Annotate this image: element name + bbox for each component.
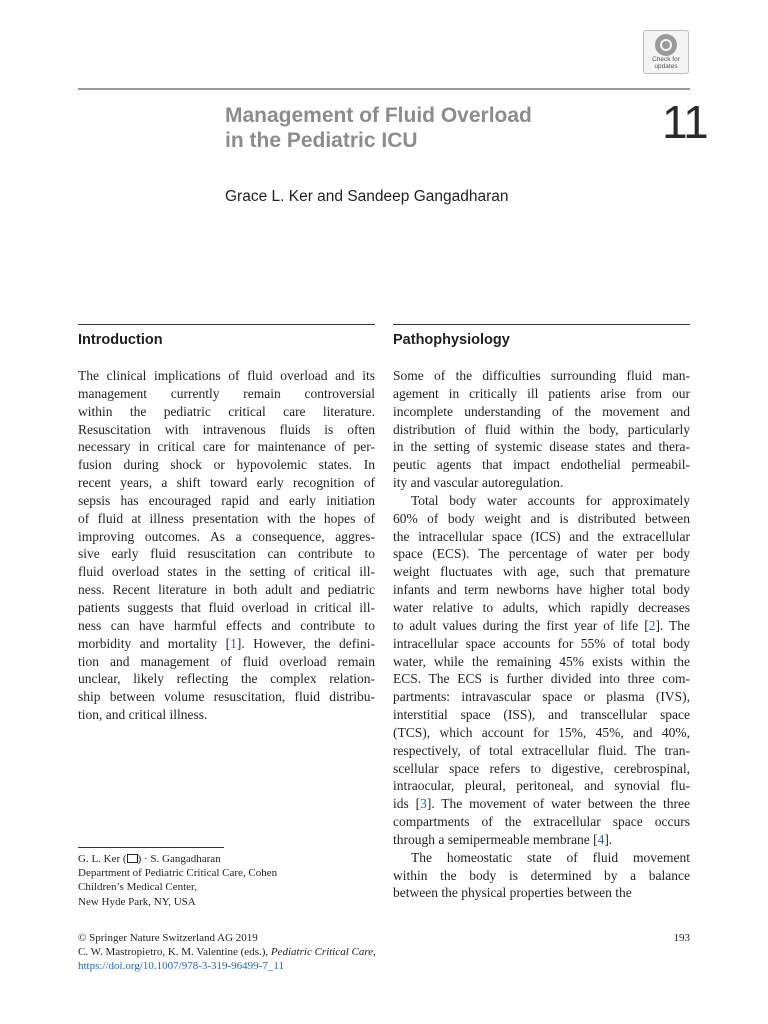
text-line: morbidity and mortality [1]. However, the defini- <box>78 635 375 651</box>
text-line: intracellular space accounts for 55% of total body <box>393 635 690 651</box>
text-line: The homeostatic state of fluid movement <box>411 849 690 865</box>
reference-link[interactable]: 4 <box>597 831 605 847</box>
badge-label-2: updates <box>654 63 678 70</box>
page-number: 193 <box>673 932 690 944</box>
text-line: fusion during shock or hypovolemic states. In <box>78 457 375 473</box>
reference-link[interactable]: 3 <box>420 796 427 812</box>
text-line: sive early fluid resuscitation can contribute to <box>78 546 375 562</box>
text-line: intraocular, pleural, peritoneal, and synovial flu- <box>393 778 690 794</box>
text-line: Total body water accounts for approximately <box>411 492 690 508</box>
text-line: unclear, likely reflecting the complex relation- <box>78 671 375 687</box>
text-line: weight fluctuates with age, such that premature <box>393 564 690 580</box>
text-line: interstitial space (ISS), and transcellular space <box>393 707 690 723</box>
text-line: ness can have harmful effects and contribute to <box>78 617 375 633</box>
text-line: sepsis has encouraged rapid and early initiation <box>78 492 375 508</box>
check-updates-icon <box>655 34 677 56</box>
text-line: distribution of fluid within the body, particularly <box>393 421 690 437</box>
text-line: agement in critically ill patients arise from our <box>393 385 690 401</box>
text-line: ship between volume resuscitation, fluid distribu- <box>78 689 375 705</box>
envelope-icon[interactable] <box>127 854 138 863</box>
footnote-rule <box>78 847 224 848</box>
footnote-author-2: ) · S. Gangadharan <box>137 853 221 865</box>
text-line: within the body is determined by a balance <box>393 867 690 883</box>
badge-label-1: Check for <box>652 56 680 63</box>
section-heading-introduction: Introduction <box>78 332 163 348</box>
text-line: ity and vascular autoregulation. <box>393 475 564 491</box>
footnote-author-1: G. L. Ker ( <box>78 853 127 865</box>
text-line: improving outcomes. As a consequence, aggres- <box>78 528 375 544</box>
footnote-authors <box>78 852 378 866</box>
chapter-title-line-2: in the Pediatric ICU <box>225 129 418 152</box>
chapter-authors: Grace L. Ker and Sandeep Gangadharan <box>225 188 509 205</box>
text-line: recent years, a shift toward early recognition of <box>78 475 375 491</box>
text-line: ECS. The ECS is further divided into three com- <box>393 671 690 687</box>
reference-link[interactable]: 2 <box>648 617 656 633</box>
text-line: space (ECS). The percentage of water per body <box>393 546 690 562</box>
text-line: water relative to adults, which rapidly decreases <box>393 599 690 615</box>
copyright-line: © Springer Nature Switzerland AG 2019 <box>78 932 258 944</box>
pathophysiology-body <box>393 367 690 902</box>
footnote-city: New Hyde Park, NY, USA <box>78 895 196 908</box>
text-line: partments: intravascular space or plasma (IVS), <box>393 689 690 705</box>
introduction-body <box>78 367 375 724</box>
text-line: tion and management of fluid overload remain <box>78 653 375 669</box>
citation-editors: C. W. Mastropietro, K. M. Valentine (eds.), <box>78 946 271 959</box>
text-line: the intracellular space (ICS) and the extracellular <box>393 528 690 544</box>
text-line: tion, and critical illness. <box>78 707 208 723</box>
author-footnote <box>78 852 378 909</box>
text-line: incomplete understanding of the movement and <box>393 403 690 419</box>
text-line: between the physical properties between the <box>393 885 632 901</box>
copyright-block <box>78 931 690 974</box>
text-line: ness. Recent literature in both adult and pediatric <box>78 582 375 598</box>
chapter-number: 11 <box>662 96 708 148</box>
text-line: The clinical implications of fluid overload and its <box>78 368 375 383</box>
text-line: Resuscitation with intravenous fluids is often <box>78 421 375 437</box>
footnote-center: Children’s Medical Center, <box>78 881 198 894</box>
chapter-title <box>225 103 615 153</box>
text-line: to adult values during the first year of life [2]. The <box>393 617 690 633</box>
reference-link[interactable]: 1 <box>230 635 237 651</box>
text-line: peutic agents that impact endothelial permeabil- <box>393 457 690 473</box>
text-line: water, while the remaining 45% exists within the <box>393 653 690 669</box>
text-line: infants and term newborns have higher total body <box>393 582 690 598</box>
text-line: compartments of the extracellular space occurs <box>393 814 690 830</box>
text-line: patients suggests that fluid overload in critical ill- <box>78 599 375 615</box>
section-heading-pathophysiology: Pathophysiology <box>393 332 510 348</box>
text-line: (TCS), which account for 15%, 45%, and 40%, <box>393 724 690 740</box>
text-line: in the setting of systemic disease states and thera- <box>393 439 690 455</box>
text-line: within the pediatric critical care literature. <box>78 403 375 419</box>
text-line: fluid overload states in the setting of critical ill- <box>78 564 375 580</box>
chapter-title-line-1: Management of Fluid Overload <box>225 104 532 127</box>
citation-line <box>78 945 690 959</box>
right-column-rule <box>393 324 690 325</box>
doi-link[interactable]: https://doi.org/10.1007/978-3-319-96499-7_11 <box>78 960 284 973</box>
text-line: scellular space refers to digestive, cerebrospinal, <box>393 760 690 776</box>
text-line: Some of the difficulties surrounding fluid man- <box>393 368 690 383</box>
citation-book-title: Pediatric Critical Care <box>270 946 374 959</box>
top-divider <box>78 88 690 90</box>
text-line: respectively, of total extracellular fluid. The tran- <box>393 742 690 758</box>
text-line: management currently remain controversial <box>78 385 375 401</box>
text-line: through a semipermeable membrane [4]. <box>393 831 613 847</box>
text-line: 60% of body weight and is distributed between <box>393 510 690 526</box>
text-line: of fluid at illness presentation with the hopes of <box>78 510 375 526</box>
left-column-rule <box>78 324 375 325</box>
text-line: ids [3]. The movement of water between the three <box>393 796 690 812</box>
check-for-updates-badge[interactable] <box>643 30 689 74</box>
footnote-department: Department of Pediatric Critical Care, Cohen <box>78 867 278 880</box>
text-line: necessary in critical care for maintenance of per- <box>78 439 375 455</box>
citation-suffix: , <box>373 946 376 959</box>
